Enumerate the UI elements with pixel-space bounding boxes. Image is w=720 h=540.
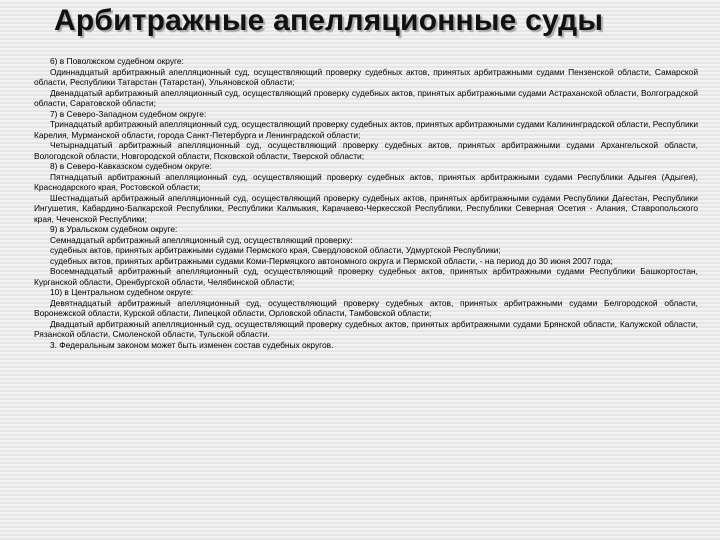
paragraph-circuit-8: 8) в Северо-Кавказском судебном округе: xyxy=(50,161,212,171)
paragraph-court-18: Восемнадцатый арбитражный апелляционный суд, осуществляющий проверку судебных актов, принятых арбитражными судами Республики Башкортостан, Курганской области, Оренбургской области, Челябинской области; xyxy=(34,266,698,287)
paragraph-circuit-10: 10) в Центральном судебном округе: xyxy=(50,287,194,297)
document-body xyxy=(34,56,698,350)
paragraph-circuit-7: 7) в Северо-Западном судебном округе: xyxy=(50,108,207,119)
paragraph-circuit-6: 6) в Поволжском судебном округе: xyxy=(50,56,184,66)
paragraph-court-17-item-2: судебных актов, принятых арбитражными судами Коми-Пермяцкого автономного округа и Пермской области, - на период до 30 июня 2007 года; xyxy=(50,255,613,266)
paragraph-circuit-9: 9) в Уральском судебном округе: xyxy=(50,224,178,234)
paragraph-court-17: Семнадцатый арбитражный апелляционный суд, осуществляющий проверку: xyxy=(50,234,353,245)
paragraph-clause-3: 3. Федеральным законом может быть изменен состав судебных округов. xyxy=(50,339,334,350)
paragraph-court-14: Четырнадцатый арбитражный апелляционный суд, осуществляющий проверку судебных актов, принятых арбитражными судами Архангельской области, Вологодской области, Новгородской области, Псковской области, Тверской области; xyxy=(34,140,698,161)
paragraph-court-12: Двенадцатый арбитражный апелляционный суд, осуществляющий проверку судебных актов, принятых арбитражными судами Астраханской области, Волгоградской области, Саратовской области; xyxy=(34,87,698,108)
paragraph-court-17-item-1: судебных актов, принятых арбитражными судами Пермского края, Свердловской области, Удмуртской Республики; xyxy=(50,245,501,255)
slide-title: Арбитражные апелляционные суды xyxy=(54,4,604,37)
paragraph-court-19: Девятнадцатый арбитражный апелляционный суд, осуществляющий проверку судебных актов, принятых арбитражными судами Белгородской области, Воронежской области, Курской области, Липецкой области, Орловской области, Тамбовской области; xyxy=(34,297,698,318)
paragraph-court-13: Тринадцатый арбитражный апелляционный суд, осуществляющий проверку судебных актов, принятых арбитражными судами Калининградской области, Республики Карелия, Мурманской области, города Санкт-Петербурга и Ленинградской области; xyxy=(34,119,698,140)
paragraph-court-15: Пятнадцатый арбитражный апелляционный суд, осуществляющий проверку судебных актов, принятых арбитражными судами Республики Адыгея (Адыгея), Краснодарского края, Ростовской области; xyxy=(34,171,698,192)
paragraph-court-11: Одиннадцатый арбитражный апелляционный суд, осуществляющий проверку судебных актов, принятых арбитражными судами Пензенской области, Самарской области, Республики Татарстан (Татарстан), Ульяновской области; xyxy=(34,66,698,87)
paragraph-court-20: Двадцатый арбитражный апелляционный суд, осуществляющий проверку судебных актов, принятых арбитражными судами Брянской области, Калужской области, Рязанской области, Смоленской области, Тульской области. xyxy=(34,318,698,339)
paragraph-court-16: Шестнадцатый арбитражный апелляционный суд, осуществляющий проверку судебных актов, принятых арбитражными судами Республики Дагестан, Республики Ингушетия, Кабардино-Балкарской Республики, Республики Калмыкия, Карачаево-Черкесской Республики, Республики Северная Осетия - Алания, Ставропольского края, Чеченской Республики; xyxy=(34,192,698,224)
